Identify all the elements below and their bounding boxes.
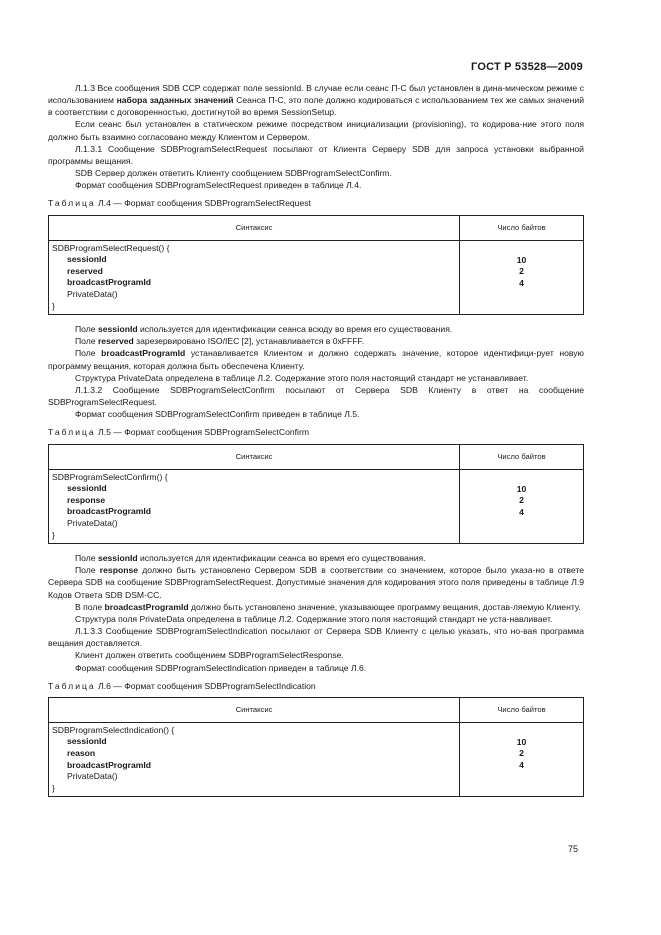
text-run: должно быть установлено Сервером SDB в соответствии со значением, которое было указа-но в ответе Сервера SDB на сообщение SDBProgramSelectRequest. Допустимые значения для кодирования этого поля приведены в таблице Л.9 Кодов Ответа SDB DSM-CC. — [48, 565, 584, 600]
syntax-private-data: PrivateData() — [67, 288, 118, 299]
syntax-private-data: PrivateData() — [67, 517, 118, 528]
text-run: Если сеанс был установлен в статическом режиме посредством инициализации (provisioning), то кодирова-ние этого поля должно быть взаимно согласовано между Клиентом и Сервером. — [48, 119, 584, 142]
document-body — [48, 82, 584, 805]
bytes-cell — [460, 240, 584, 315]
table-caption — [48, 197, 584, 209]
table-caption — [48, 426, 584, 438]
byte-count: 2 — [519, 748, 524, 759]
bytes-cell — [460, 469, 584, 544]
byte-count: 10 — [516, 483, 527, 494]
table-caption — [48, 680, 584, 692]
text-run: Поле — [75, 553, 98, 564]
syntax-cell — [49, 240, 460, 315]
paragraph — [48, 384, 584, 408]
column-header-bytes: Число байтов — [460, 697, 584, 722]
byte-count: 2 — [519, 266, 524, 277]
syntax-close-line: } — [52, 782, 55, 793]
table-caption-prefix: Таблица — [48, 427, 96, 438]
text-run: Л.1.3.3 Сообщение SDBProgramSelectIndication посылают от Сервера SDB Клиенту с целью указать, что но-вая программа вещания доставляется. — [48, 626, 584, 649]
column-header-syntax: Синтаксис — [49, 215, 460, 240]
bold-term: reserved — [97, 336, 134, 347]
page-header: ГОСТ Р 53528—2009 — [471, 61, 583, 73]
text-run: должно быть установлено значение, указывающее программу вещания, достав-ляемую Клиенту. — [188, 601, 581, 612]
syntax-field-name: response — [67, 494, 106, 505]
byte-count: 4 — [519, 760, 524, 770]
paragraph — [48, 649, 584, 661]
paragraph — [48, 143, 584, 167]
format-table — [48, 215, 584, 316]
syntax-field-name: sessionId — [67, 736, 107, 747]
table-header-row — [49, 444, 584, 469]
column-header-bytes: Число байтов — [460, 215, 584, 240]
paragraph-group-2 — [48, 323, 584, 420]
syntax-close-line: } — [52, 529, 55, 540]
paragraph-group-3 — [48, 552, 584, 674]
syntax-field-name: broadcastProgramId — [67, 506, 152, 517]
text-run: Поле — [75, 336, 98, 347]
table-block-1 — [48, 197, 584, 315]
paragraph — [48, 564, 584, 600]
text-run: Поле — [75, 348, 102, 359]
text-run: Л.1.3.1 Сообщение SDBProgramSelectRequest посылают от Клиента Серверу SDB для запроса установки выбранной программы вещания. — [48, 143, 584, 166]
syntax-field-name: sessionId — [67, 254, 107, 265]
paragraph — [48, 323, 584, 335]
page-number: 75 — [568, 844, 579, 854]
table-caption-prefix: Таблица — [48, 198, 96, 209]
byte-count: 4 — [519, 506, 524, 517]
column-header-syntax: Синтаксис — [49, 444, 460, 469]
table-caption-text: Л.5 — Формат сообщения SDBProgramSelectConfirm — [95, 427, 309, 438]
column-header-syntax: Синтаксис — [49, 697, 460, 722]
bold-term: broadcastProgramId — [101, 348, 186, 359]
text-run: SDB Сервер должен ответить Клиенту сообщением SDBProgramSelectConfirm. — [75, 168, 392, 179]
syntax-field-name: broadcastProgramId — [67, 277, 152, 288]
table-row — [49, 722, 584, 797]
syntax-field-name: broadcastProgramId — [67, 759, 152, 770]
table-caption-text: Л.4 — Формат сообщения SDBProgramSelectRequest — [95, 198, 311, 209]
format-table — [48, 444, 584, 545]
text-run: Сеанса П-С, это поле должно кодироваться с использованием тех же самых значений в соответствии с договоренностью, достигнутой во время SessionSetup. — [48, 95, 584, 118]
table-row — [49, 240, 584, 315]
bytes-cell — [460, 722, 584, 797]
text-run: зарезервировано ISO/IEC [2], устанавливается в 0xFFFF. — [133, 336, 365, 347]
paragraph — [48, 118, 584, 142]
format-table — [48, 697, 584, 798]
text-run: Структура поля PrivateData определена в таблице Л.2. Содержание этого поля настоящий стандарт не уста-навливает. — [75, 613, 553, 624]
table-caption-text: Л.6 — Формат сообщения SDBProgramSelectIndication — [95, 680, 316, 691]
bold-term: sessionId — [97, 324, 138, 335]
byte-count: 2 — [519, 495, 524, 506]
text-run: Клиент должен ответить сообщением SDBProgramSelectResponse. — [75, 650, 344, 661]
syntax-field-name: sessionId — [67, 483, 107, 494]
paragraph-group-1 — [48, 82, 584, 191]
text-run: используется для идентификации сеанса всюду во время его существования. — [137, 324, 453, 335]
paragraph — [48, 372, 584, 384]
bold-term: broadcastProgramId — [104, 601, 189, 612]
bold-term: набора заданных значений — [116, 95, 234, 106]
paragraph — [48, 552, 584, 564]
text-run: Формат сообщения SDBProgramSelectIndication приведен в таблице Л.6. — [75, 662, 367, 673]
table-header-row — [49, 215, 584, 240]
syntax-open-line: SDBProgramSelectIndication() { — [52, 724, 175, 735]
table-caption-prefix: Таблица — [48, 680, 96, 691]
table-block-2 — [48, 426, 584, 544]
byte-count: 4 — [519, 277, 524, 288]
table-row — [49, 469, 584, 544]
syntax-field-name: reason — [67, 748, 96, 758]
paragraph — [48, 335, 584, 347]
byte-count: 10 — [516, 736, 527, 747]
text-run: Структура PrivateData определена в таблице Л.2. Содержание этого поля настоящий стандарт не устанавливает. — [75, 372, 529, 383]
paragraph — [48, 82, 584, 118]
syntax-close-line: } — [52, 300, 55, 311]
text-run: Л.1.3.2 Сообщение SDBProgramSelectConfirm посылают от Сервера SDB Клиенту в ответ на сообщение SDBProgramSelectRequest. — [48, 384, 584, 408]
syntax-field-name: reserved — [67, 265, 103, 276]
syntax-open-line: SDBProgramSelectConfirm() { — [52, 471, 168, 482]
table-block-3 — [48, 680, 584, 798]
paragraph — [48, 408, 584, 420]
table-header-row — [49, 697, 584, 722]
text-run: В поле — [75, 601, 105, 612]
paragraph — [48, 601, 584, 613]
paragraph — [48, 625, 584, 649]
text-run: Поле — [75, 565, 100, 576]
text-run: Формат сообщения SDBProgramSelectRequest приведен в таблице Л.4. — [75, 180, 362, 191]
paragraph — [48, 662, 584, 674]
text-run: Л.1.3 Все сообщения SDB CCP содержат поле sessionId. В случае если сеанс П-С был установлен в дина-мическом режиме с использованием — [48, 83, 584, 106]
syntax-cell — [49, 469, 460, 544]
paragraph — [48, 613, 584, 625]
paragraph — [48, 167, 584, 179]
byte-count: 10 — [516, 254, 527, 265]
text-run: устанавливается Клиентом и должно содержать значение, которое идентифици-рует новую программу вещания, которая должна быть обеспечена Клиенту. — [48, 348, 584, 371]
syntax-open-line: SDBProgramSelectRequest() { — [52, 242, 170, 253]
paragraph — [48, 179, 584, 191]
bold-term: sessionId — [97, 553, 138, 564]
text-run: используется для идентификации сеанса во время его существования. — [137, 553, 426, 564]
bold-term: response — [99, 565, 139, 576]
syntax-cell — [49, 722, 460, 797]
column-header-bytes: Число байтов — [460, 444, 584, 469]
text-run: Поле — [75, 324, 98, 335]
text-run: Формат сообщения SDBProgramSelectConfirm приведен в таблице Л.5. — [75, 409, 360, 420]
syntax-private-data: PrivateData() — [67, 771, 118, 782]
paragraph — [48, 347, 584, 371]
